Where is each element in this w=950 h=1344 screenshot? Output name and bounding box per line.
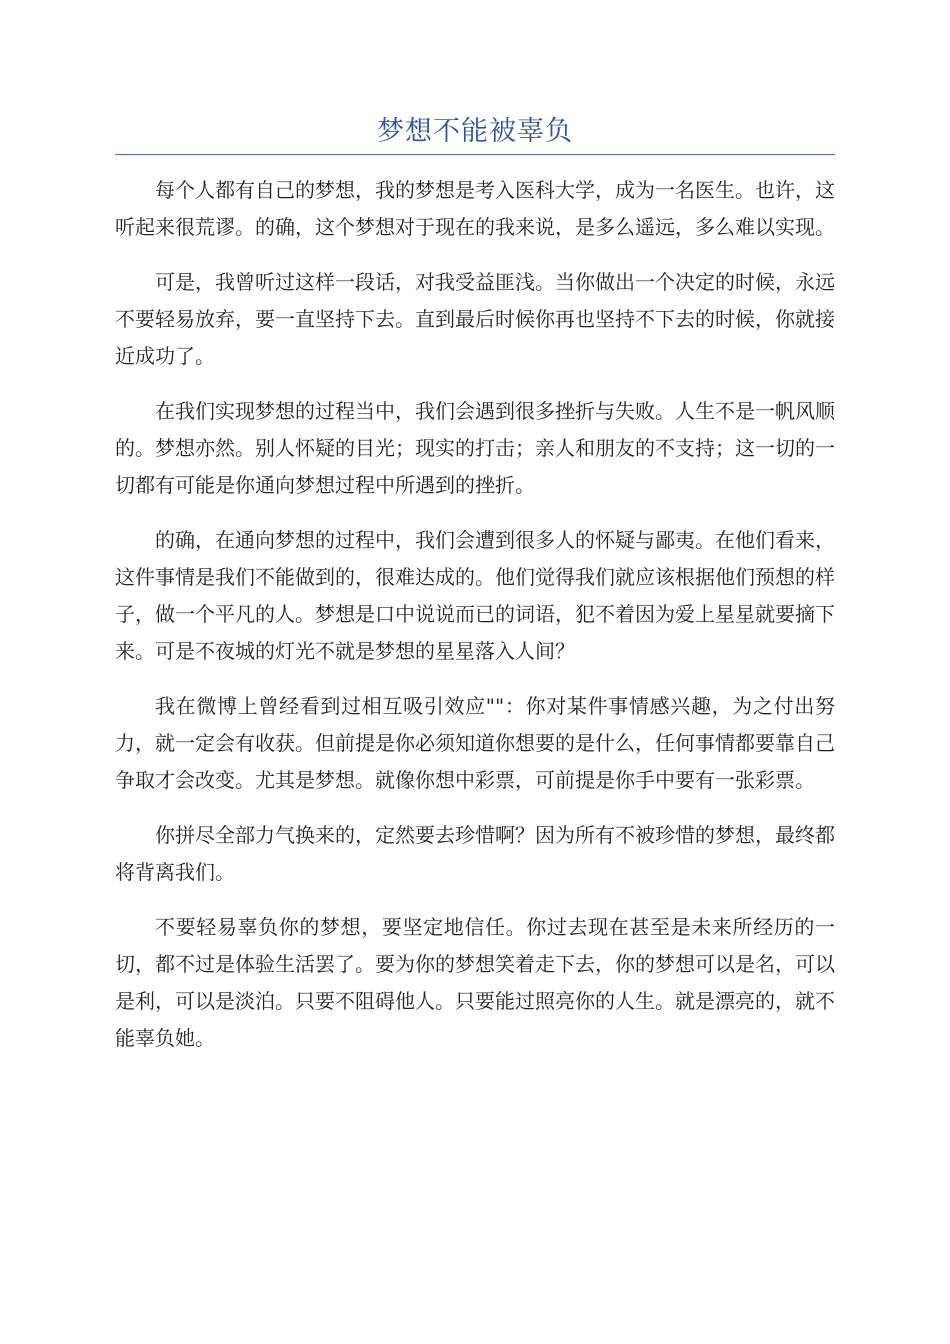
paragraph-1: 每个人都有自己的梦想，我的梦想是考入医科大学，成为一名医生。也许，这听起来很荒谬。的确，这个梦想对于现在的我来说，是多么遥远，多么难以实现。 — [115, 178, 835, 239]
document-body — [115, 172, 835, 1075]
paragraph-2: 可是，我曾听过这样一段话，对我受益匪浅。当你做出一个决定的时候，永远不要轻易放弃，要一直坚持下去。直到最后时候你再也坚持不下去的时候，你就接近成功了。 — [115, 270, 835, 368]
paragraph-3: 在我们实现梦想的过程当中，我们会遇到很多挫折与失败。人生不是一帆风顺的。梦想亦然。别人怀疑的目光；现实的打击；亲人和朋友的不支持；这一切的一切都有可能是你通向梦想过程中所遇到的挫折。 — [115, 399, 835, 497]
paragraph-4: 的确，在通向梦想的过程中，我们会遭到很多人的怀疑与鄙夷。在他们看来，这件事情是我们不能做到的，很难达成的。他们觉得我们就应该根据他们预想的样子，做一个平凡的人。梦想是口中说说而已的词语，犯不着因为爱上星星就要摘下来。可是不夜城的灯光不就是梦想的星星落入人间？ — [115, 528, 835, 663]
paragraph-6: 你拼尽全部力气换来的，定然要去珍惜啊？因为所有不被珍惜的梦想，最终都将背离我们。 — [115, 823, 835, 884]
document-title: 梦想不能被辜负 — [377, 116, 573, 147]
title-underline — [115, 154, 835, 155]
paragraph-5: 我在微博上曾经看到过相互吸引效应""：你对某件事情感兴趣，为之付出努力，就一定会有收获。但前提是你必须知道你想要的是什么，任何事情都要靠自己争取才会改变。尤其是梦想。就像你想中彩票，可前提是你手中要有一张彩票。 — [115, 694, 835, 792]
paragraph-7: 不要轻易辜负你的梦想，要坚定地信任。你过去现在甚至是未来所经历的一切，都不过是体验生活罢了。要为你的梦想笑着走下去，你的梦想可以是名，可以是利，可以是淡泊。只要不阻碍他人。只要能过照亮你的人生。就是漂亮的，就不能辜负她。 — [115, 915, 835, 1050]
